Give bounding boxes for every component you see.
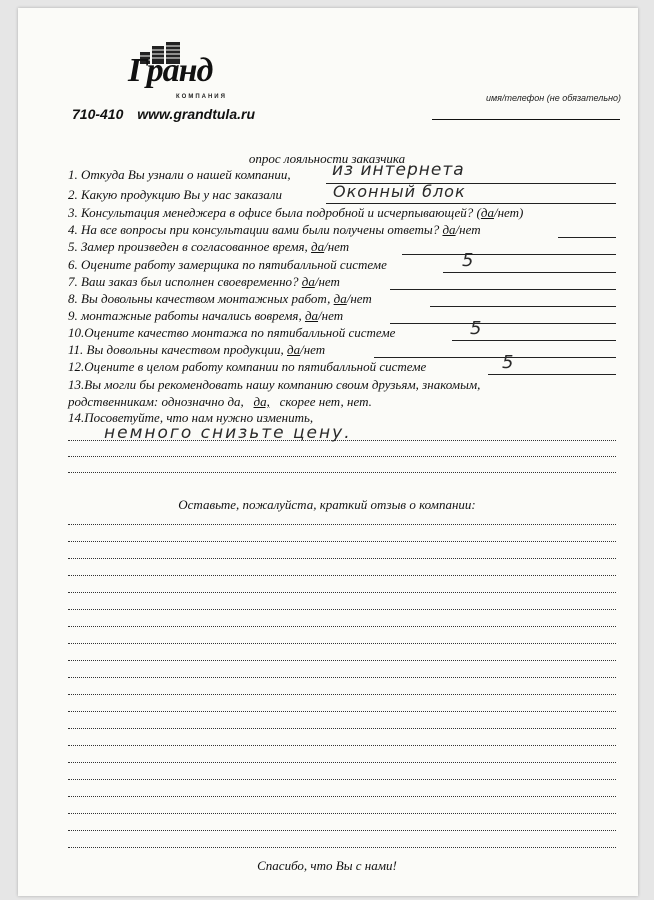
question-13-options: родственникам: однозначно да, да, скорее нет, нет.	[68, 394, 372, 409]
review-line[interactable]	[68, 558, 616, 559]
review-line[interactable]	[68, 830, 616, 831]
answer-5-selected[interactable]: да	[311, 239, 325, 254]
answer-11-selected[interactable]: да	[287, 342, 301, 357]
answer-7-selected[interactable]: да	[301, 274, 315, 289]
review-line[interactable]	[68, 626, 616, 627]
answer-line-4[interactable]	[558, 237, 616, 238]
survey-title: опрос лояльности заказчика	[248, 151, 406, 166]
review-line[interactable]	[68, 728, 616, 729]
answer-12: 5	[502, 352, 515, 373]
question-11: 11. Вы довольны качеством продукции, да/нет	[68, 342, 326, 357]
question-5: 5. Замер произведен в согласованное время, да/нет	[68, 239, 350, 254]
review-line[interactable]	[68, 779, 616, 780]
phone-number: 710-410	[72, 106, 124, 122]
name-phone-field[interactable]	[432, 119, 620, 120]
review-line[interactable]	[68, 796, 616, 797]
answer-3-selected[interactable]: да	[480, 205, 494, 220]
question-3: 3. Консультация менеджера в офисе была подробной и исчерпывающей? (да/нет)	[68, 205, 524, 220]
answer-8-selected[interactable]: да	[333, 291, 347, 306]
question-13: 13.Вы могли бы рекомендовать нашу компанию своим друзьям, знакомым,	[68, 377, 481, 392]
review-line[interactable]	[68, 575, 616, 576]
review-line[interactable]	[68, 643, 616, 644]
answer-13-selected[interactable]: да,	[253, 394, 270, 409]
answer-2: Оконный блок	[333, 182, 466, 201]
review-line[interactable]	[68, 609, 616, 610]
thanks-message: Спасибо, что Вы с нами!	[257, 858, 397, 873]
contacts	[72, 106, 265, 122]
suggestion-line[interactable]	[68, 456, 616, 457]
review-line[interactable]	[68, 694, 616, 695]
question-7: 7. Ваш заказ был исполнен своевременно? да/нет	[68, 274, 340, 289]
question-12: 12.Оцените в целом работу компании по пятибалльной системе	[68, 359, 427, 374]
answer-line-8[interactable]	[430, 306, 616, 307]
review-line[interactable]	[68, 745, 616, 746]
question-4: 4. На все вопросы при консультации вами были получены ответы? да/нет	[68, 222, 481, 237]
answer-line-7[interactable]	[390, 289, 616, 290]
review-line[interactable]	[68, 541, 616, 542]
suggestion-line[interactable]	[68, 440, 616, 441]
review-title: Оставьте, пожалуйста, краткий отзыв о компании:	[178, 497, 476, 512]
review-line[interactable]	[68, 762, 616, 763]
answer-line-6[interactable]	[443, 272, 616, 273]
name-phone-label: имя/телефон (не обязательно)	[486, 93, 622, 103]
answer-9-selected[interactable]: да	[304, 308, 319, 323]
answer-14: немного снизьте цену.	[104, 423, 352, 443]
answer-line-12[interactable]	[488, 374, 616, 375]
question-2: 2. Какую продукцию Вы у нас заказали	[68, 187, 282, 202]
answer-line-10[interactable]	[452, 340, 616, 341]
logo-subtitle: КОМПАНИЯ	[176, 94, 227, 100]
answer-10: 5	[470, 318, 483, 339]
website-link[interactable]: www.grandtula.ru	[137, 106, 255, 122]
suggestion-line[interactable]	[68, 472, 616, 473]
question-1: 1. Откуда Вы узнали о нашей компании,	[68, 167, 291, 182]
review-line[interactable]	[68, 660, 616, 661]
question-14: 14.Посоветуйте, что нам нужно изменить,	[68, 410, 314, 425]
logo-wordmark: Гранд	[128, 52, 213, 89]
review-line[interactable]	[68, 711, 616, 712]
question-8: 8. Вы довольны качеством монтажных работ, да/нет	[68, 291, 372, 306]
question-6: 6. Оцените работу замерщика по пятибалльной системе	[68, 257, 387, 272]
answer-4-selected[interactable]: да	[442, 222, 456, 237]
review-line[interactable]	[68, 847, 616, 848]
review-line[interactable]	[68, 524, 616, 525]
question-9: 9. монтажные работы начались вовремя, да/нет	[68, 308, 344, 323]
answer-1: из интернета	[332, 160, 465, 180]
answer-line-9[interactable]	[390, 323, 616, 324]
answer-line-5[interactable]	[402, 254, 616, 255]
review-line[interactable]	[68, 813, 616, 814]
review-line[interactable]	[68, 677, 616, 678]
answer-6: 5	[462, 250, 475, 271]
question-10: 10.Оцените качество монтажа по пятибалльной системе	[68, 325, 396, 340]
review-line[interactable]	[68, 592, 616, 593]
